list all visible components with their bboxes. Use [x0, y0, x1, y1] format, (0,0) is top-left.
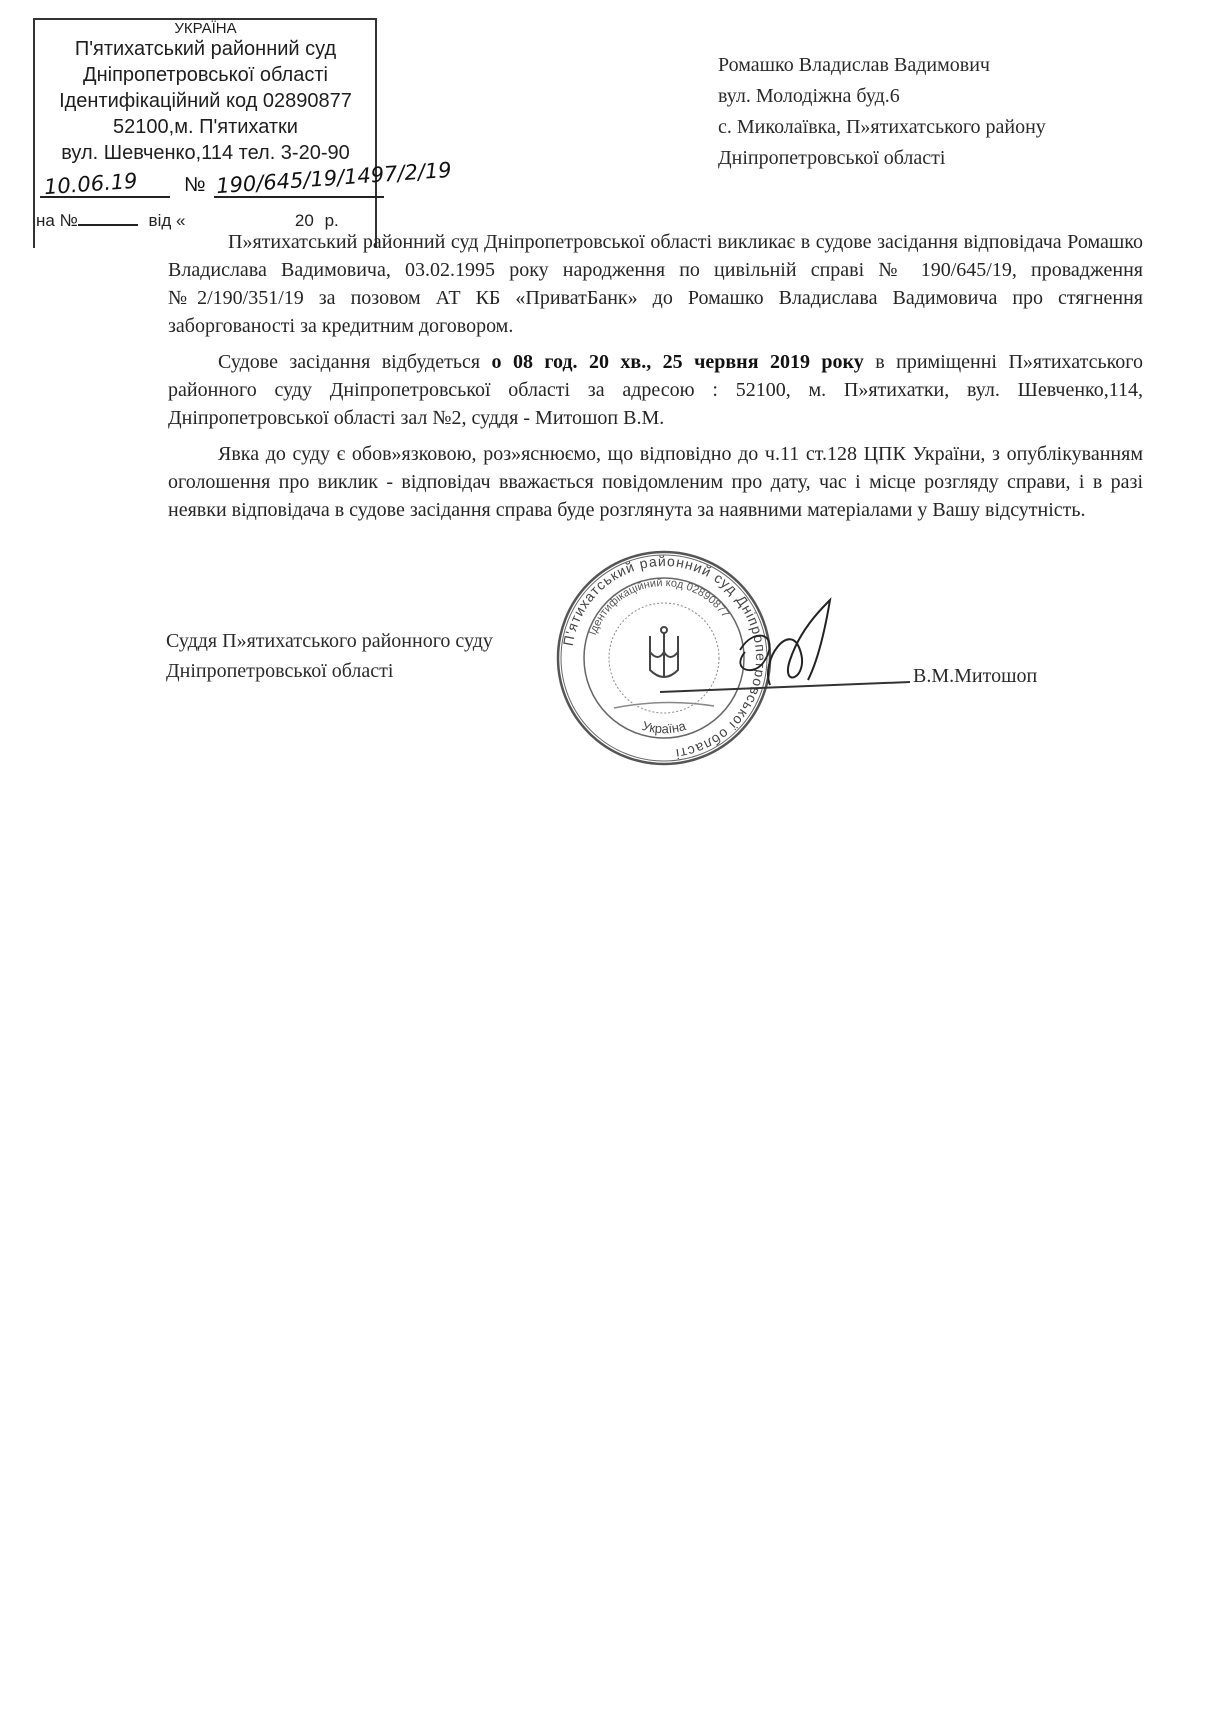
stamp-id-code: Ідентифікаційний код 02890877	[59, 90, 352, 112]
summons-paragraph-1: П»ятихатський районний суд Дніпропетровської області викликає в судове засідання відповідача Ромашко Владислава Вадимовича, 03.02.1995 року народження по цивільній справі № 190/645/19, провадження №2/190/351/19 за позовом АТ КБ «ПриватБанк» до Ромашко Владислава Вадимовича про стягнення заборгованості за кредитним договором.	[168, 231, 1143, 337]
addressee-region: Дніпропетровської області	[718, 147, 946, 169]
registration-stamp	[33, 22, 378, 166]
judge-title-line-1: Суддя П»ятихатського районного суду	[166, 630, 493, 652]
stamp-country: УКРАЇНА	[174, 20, 237, 37]
stamp-address: вул. Шевченко,114 тел. 3-20-90	[61, 142, 350, 164]
stamp-registration-line	[34, 157, 453, 204]
seal-bottom-text: Україна	[640, 718, 688, 737]
addressee-village: с. Миколаївка, П»ятихатського району	[718, 116, 1046, 138]
stamp-incoming-label: на №	[36, 211, 78, 230]
hearing-datetime: о 08 год. 20 хв., 25 червня 2019 року	[491, 351, 864, 373]
handwritten-signature	[640, 590, 920, 700]
stamp-city: 52100,м. П'ятихатки	[113, 116, 298, 138]
svg-text:Україна	[641, 718, 688, 736]
summons-body	[168, 228, 1143, 532]
stamp-from-label: від «	[148, 211, 186, 230]
addressee-name: Ромашко Владислав Вадимович	[718, 54, 990, 76]
summons-paragraph-3: Явка до суду є обов»язковою, роз»яснюємо, що відповідно до ч.11 ст.128 ЦПК України, з опублікуванням оголошення про виклик - відповідач вважається повідомленим про дату, час і місце розгляду справи, і в разі неявки відповідача в судове засідання справа буде розглянута за наявними матеріалами у Вашу відсутність.	[168, 443, 1143, 521]
stamp-region: Дніпропетровської області	[83, 64, 328, 86]
stamp-handwritten-number: 190/645/19/1497/2/19	[215, 157, 453, 199]
stamp-year-suffix: р.	[324, 211, 339, 230]
seal-outer-text: П'ятихатський районний суд Дніпропетровської області	[559, 552, 770, 763]
stamp-number-label: №	[184, 174, 206, 196]
stamp-court-name: П'ятихатський районний суд	[74, 38, 337, 60]
seal-inner-text: Ідентифікаційний код 02890877	[586, 576, 732, 637]
summons-paragraph-2: Судове засідання відбудеться о 08 год. 20 хв., 25 червня 2019 року в приміщенні П»ятихатського районного суду Дніпропетровської області за адресою : 52100, м. П»ятихатки, вул. Шевченко,114, Дніпропетровської області зал №2, суддя - Митошоп В.М.	[168, 351, 1144, 429]
addressee-street: вул. Молодіжна буд.6	[718, 85, 900, 107]
stamp-handwritten-date: 10.06.19	[43, 168, 139, 200]
addressee-block	[718, 50, 1046, 174]
judge-name: В.М.Митошоп	[913, 665, 1038, 687]
judge-title-line-2: Дніпропетровської області	[166, 660, 394, 682]
stamp-year-label: 20	[294, 211, 314, 230]
judge-title	[166, 626, 493, 686]
